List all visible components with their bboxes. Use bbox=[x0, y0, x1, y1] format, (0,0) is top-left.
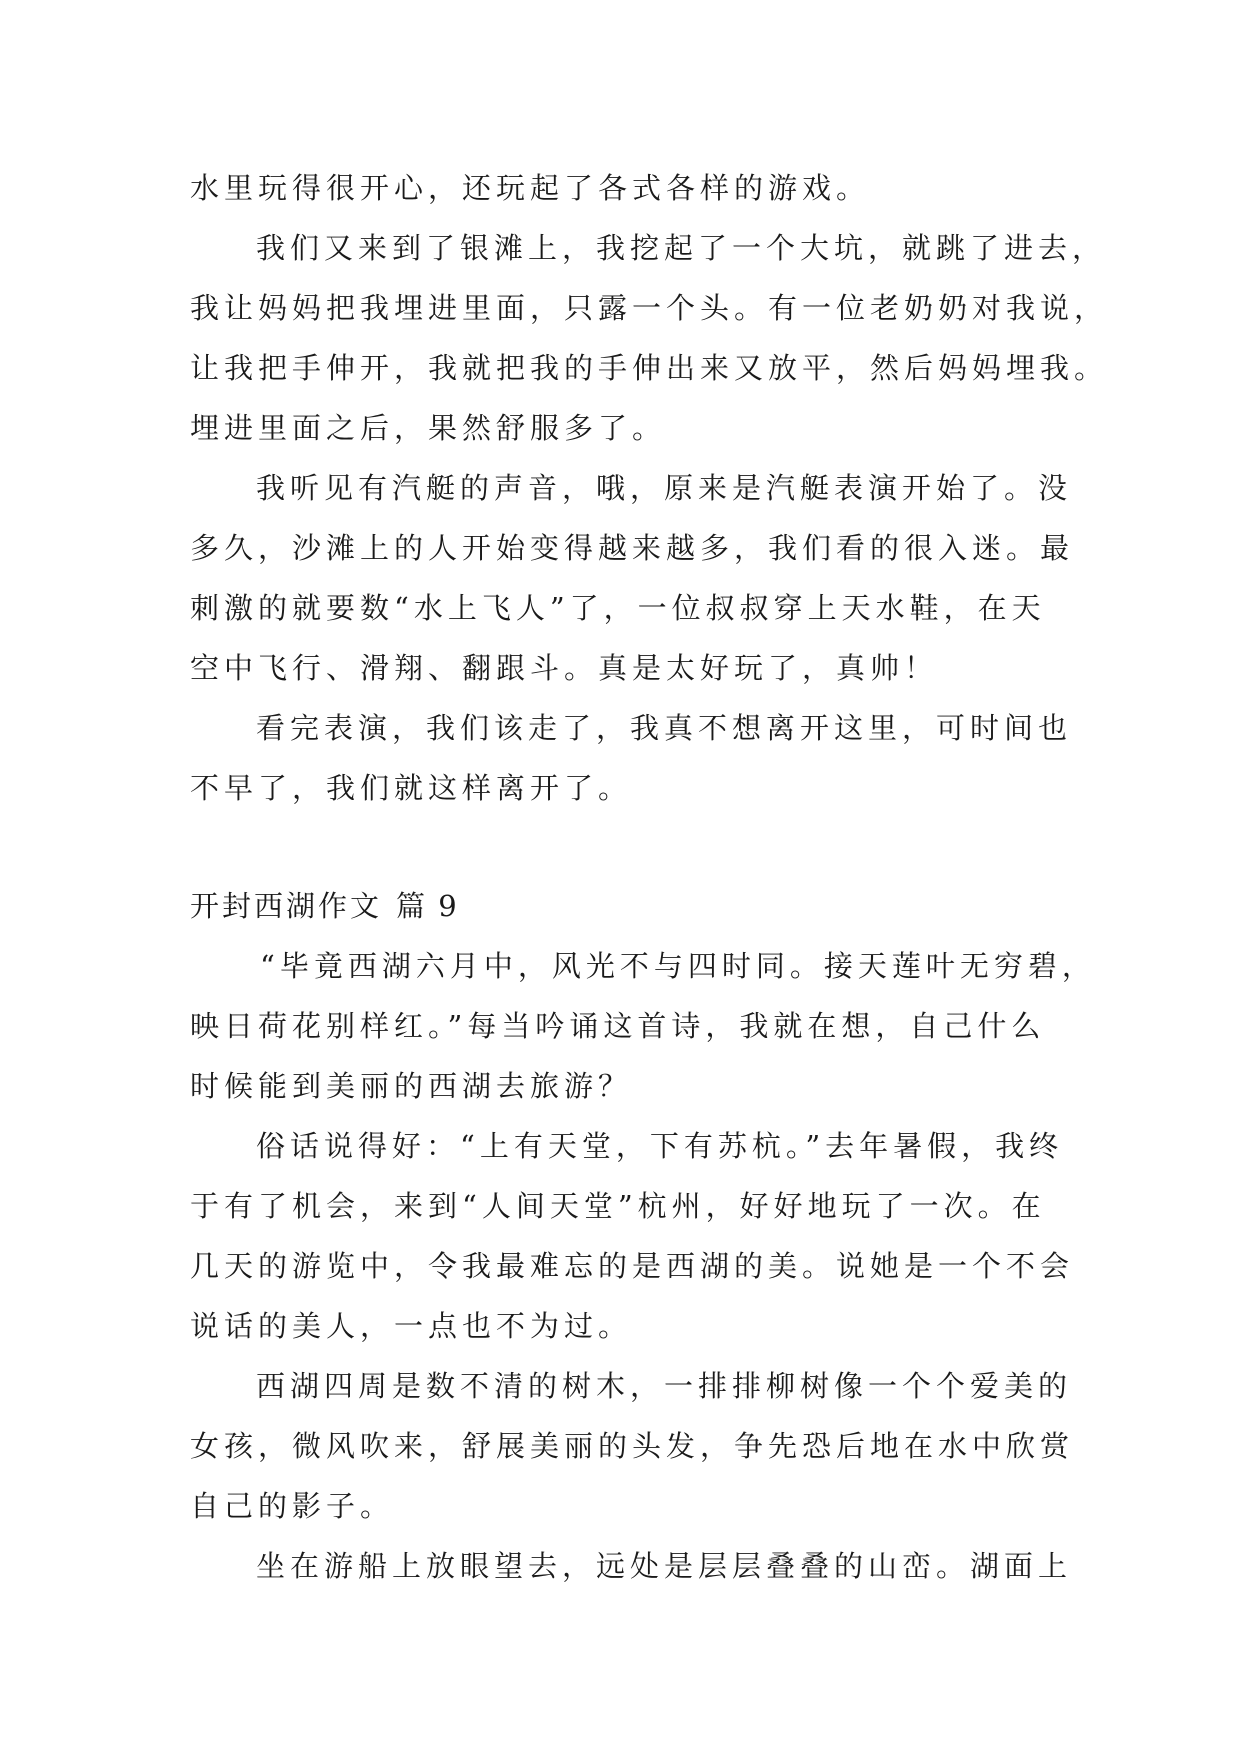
section-title: 开封西湖作文 bbox=[190, 889, 383, 923]
paragraph-start-line: 我听见有汽艇的声音，哦，原来是汽艇表演开始了。没 bbox=[256, 471, 1073, 505]
paragraph-start-line: 坐在游船上放眼望去，远处是层层叠叠的山峦。湖面上 bbox=[256, 1549, 1073, 1583]
document-body bbox=[190, 158, 1109, 1596]
section-heading bbox=[190, 876, 1052, 936]
paragraph-start-line: 我们又来到了银滩上，我挖起了一个大坑，就跳了进去， bbox=[256, 231, 1107, 265]
text-line: 水里玩得很开心，还玩起了各式各样的游戏。 bbox=[190, 171, 871, 205]
text-line: 我让妈妈把我埋进里面，只露一个头。有一位老奶奶对我说， bbox=[190, 291, 1109, 325]
text-line: 于有了机会，来到“人间天堂”杭州，好好地玩了一次。在 bbox=[190, 1189, 1046, 1223]
text-line: 说话的美人，一点也不为过。 bbox=[190, 1309, 633, 1343]
paragraph-start-line: “毕竟西湖六月中，风光不与四时同。接天莲叶无穷碧， bbox=[260, 949, 1096, 983]
text-line: 女孩，微风吹来，舒展美丽的头发，争先恐后地在水中欣赏 bbox=[190, 1429, 1075, 1463]
text-line: 几天的游览中，令我最难忘的是西湖的美。说她是一个不会 bbox=[190, 1249, 1075, 1283]
text-line: 自己的影子。 bbox=[190, 1489, 395, 1523]
text-line: 时候能到美丽的西湖去旅游？ bbox=[190, 1069, 633, 1103]
paragraph-start-line: 俗话说得好：“上有天堂，下有苏杭。”去年暑假，我终 bbox=[256, 1129, 1064, 1163]
text-line: 不早了，我们就这样离开了。 bbox=[190, 771, 633, 805]
text-line: 映日荷花别样红。”每当吟诵这首诗，我就在想，自己什么 bbox=[190, 1009, 1046, 1043]
text-line: 让我把手伸开，我就把我的手伸出来又放平，然后妈妈埋我。 bbox=[190, 351, 1109, 385]
text-line: 空中飞行、滑翔、翻跟斗。真是太好玩了，真帅！ bbox=[190, 651, 939, 685]
paragraph-start-line: 西湖四周是数不清的树木，一排排柳树像一个个爱美的 bbox=[256, 1369, 1073, 1403]
section-gap bbox=[190, 818, 1052, 876]
paragraph-start-line: 看完表演，我们该走了，我真不想离开这里，可时间也 bbox=[256, 711, 1073, 745]
text-line: 埋进里面之后，果然舒服多了。 bbox=[190, 411, 667, 445]
text-line: 多久，沙滩上的人开始变得越来越多，我们看的很入迷。最 bbox=[190, 531, 1075, 565]
text-line: 刺激的就要数“水上飞人”了，一位叔叔穿上天水鞋，在天 bbox=[190, 591, 1046, 625]
section-part-number: 篇 9 bbox=[396, 889, 459, 923]
